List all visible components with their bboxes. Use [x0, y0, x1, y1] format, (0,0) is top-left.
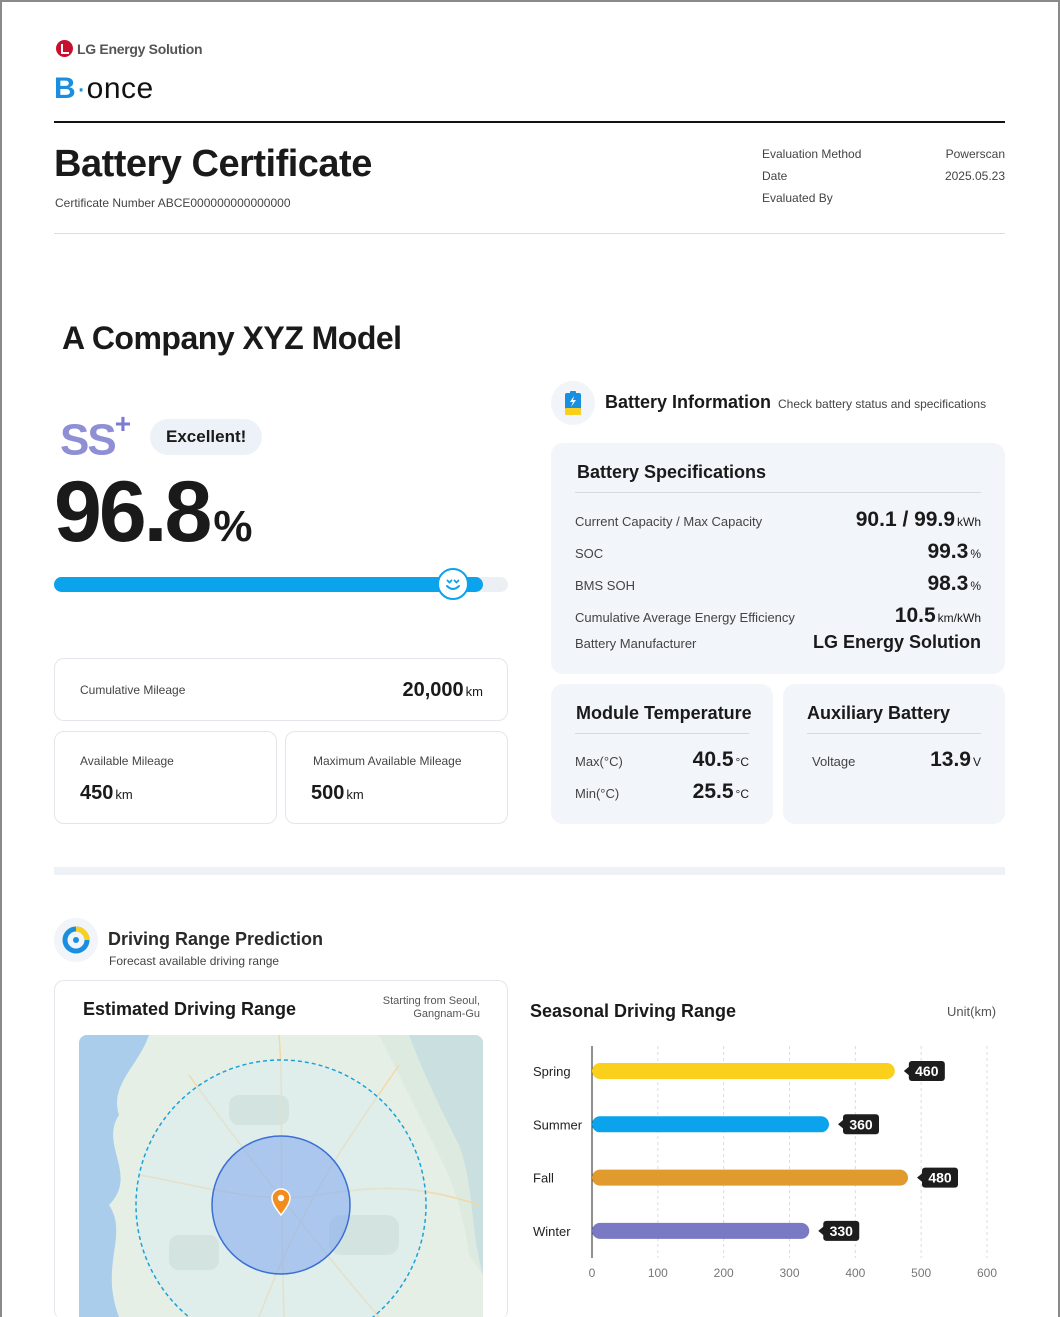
cumulative-mileage-label: Cumulative Mileage — [80, 683, 186, 697]
temp-min-row: Min(°C) 25.5 °C — [575, 780, 749, 803]
seasonal-chart-unit: Unit(km) — [947, 1004, 997, 1019]
data-label: 360 — [849, 1116, 873, 1133]
cumulative-mileage-card — [54, 658, 508, 721]
specs-title: Battery Specifications — [577, 462, 767, 482]
company-name: LG Energy Solution — [77, 40, 203, 57]
bar — [592, 1116, 829, 1132]
spec-row: Battery Manufacturer LG Energy Solution — [575, 632, 981, 652]
category-label: Spring — [533, 1064, 571, 1079]
battery-info-subtitle: Check battery status and specifications — [778, 397, 987, 411]
temp-max-row: Max(°C) 40.5 °C — [575, 748, 749, 771]
certificate-number: Certificate Number ABCE000000000000000 — [55, 196, 291, 210]
max-mileage-card — [285, 731, 508, 824]
lg-logo — [56, 40, 202, 57]
meta-label: Evaluation Method — [762, 147, 862, 161]
battery-specs-panel — [551, 443, 1005, 674]
category-label: Fall — [533, 1170, 554, 1186]
meta-label: Evaluated By — [762, 191, 833, 205]
available-mileage-card — [54, 731, 277, 824]
aux-battery-panel — [783, 684, 1005, 824]
x-tick-label: 500 — [911, 1266, 932, 1280]
battery-icon — [551, 381, 595, 425]
module-temp-title: Module Temperature — [576, 703, 752, 723]
seasonal-chart-title: Seasonal Driving Range — [530, 1001, 737, 1021]
category-label: Winter — [533, 1223, 571, 1239]
data-label: 330 — [829, 1222, 853, 1239]
meta-value: 2025.05.23 — [944, 169, 1005, 183]
seasonal-bar-chart — [520, 1040, 1020, 1290]
bonce-logo: B·once — [54, 72, 154, 105]
spec-row: Current Capacity / Max Capacity 90.1 / 99.9 kWh — [575, 508, 981, 531]
x-tick-label: 300 — [779, 1266, 800, 1280]
category-label: Summer — [533, 1117, 583, 1133]
max-mileage-label: Maximum Available Mileage — [313, 754, 462, 768]
x-tick-label: 400 — [845, 1266, 866, 1280]
aux-battery-title: Auxiliary Battery — [807, 703, 951, 723]
x-tick-label: 600 — [976, 1266, 998, 1280]
map-start-location: Starting from Seoul, Gangnam-Gu — [382, 995, 480, 1020]
x-tick-label: 200 — [713, 1266, 734, 1280]
status-badge: Excellent! — [150, 419, 262, 455]
meta-label: Date — [762, 169, 788, 183]
driving-range-title: Driving Range Prediction — [108, 929, 324, 949]
map-title: Estimated Driving Range — [83, 999, 297, 1019]
available-mileage-value: 450 km — [80, 782, 133, 804]
x-tick-label: 100 — [647, 1266, 668, 1280]
lg-logo-icon — [56, 40, 73, 57]
grade-label: SS+ — [60, 408, 130, 465]
header-rule — [54, 121, 1005, 123]
spec-row: BMS SOH 98.3 % — [575, 572, 981, 595]
vehicle-model: A Company XYZ Model — [62, 320, 402, 356]
soh-progress-fill — [54, 577, 483, 592]
bar — [592, 1063, 895, 1079]
section-divider — [54, 867, 1005, 875]
range-map[interactable] — [79, 1035, 483, 1317]
data-label: 480 — [928, 1169, 952, 1186]
cumulative-mileage-value: 20,000 km — [402, 679, 483, 701]
bar — [592, 1170, 908, 1186]
specs-rule — [575, 492, 981, 493]
header-divider — [54, 233, 1005, 234]
bar — [592, 1223, 809, 1239]
x-tick-label: 0 — [588, 1266, 596, 1280]
data-label: 460 — [915, 1063, 939, 1079]
evaluation-meta — [762, 147, 1005, 213]
module-temp-panel — [551, 684, 773, 824]
smiley-icon — [437, 568, 469, 600]
available-mileage-label: Available Mileage — [80, 754, 174, 768]
driving-range-subtitle: Forecast available driving range — [109, 954, 280, 968]
range-gauge-icon — [54, 918, 98, 962]
max-mileage-value: 500 km — [311, 782, 364, 804]
meta-value: Powerscan — [945, 147, 1005, 161]
spec-row: Cumulative Average Energy Efficiency 10.5 km/kWh — [575, 604, 981, 627]
page-title: Battery Certificate — [54, 143, 372, 185]
battery-info-title: Battery Information — [605, 392, 772, 412]
spec-row: SOC 99.3 % — [575, 540, 981, 563]
soh-value: 96.8% — [54, 464, 253, 560]
voltage-row: Voltage 13.9 V — [812, 748, 981, 771]
